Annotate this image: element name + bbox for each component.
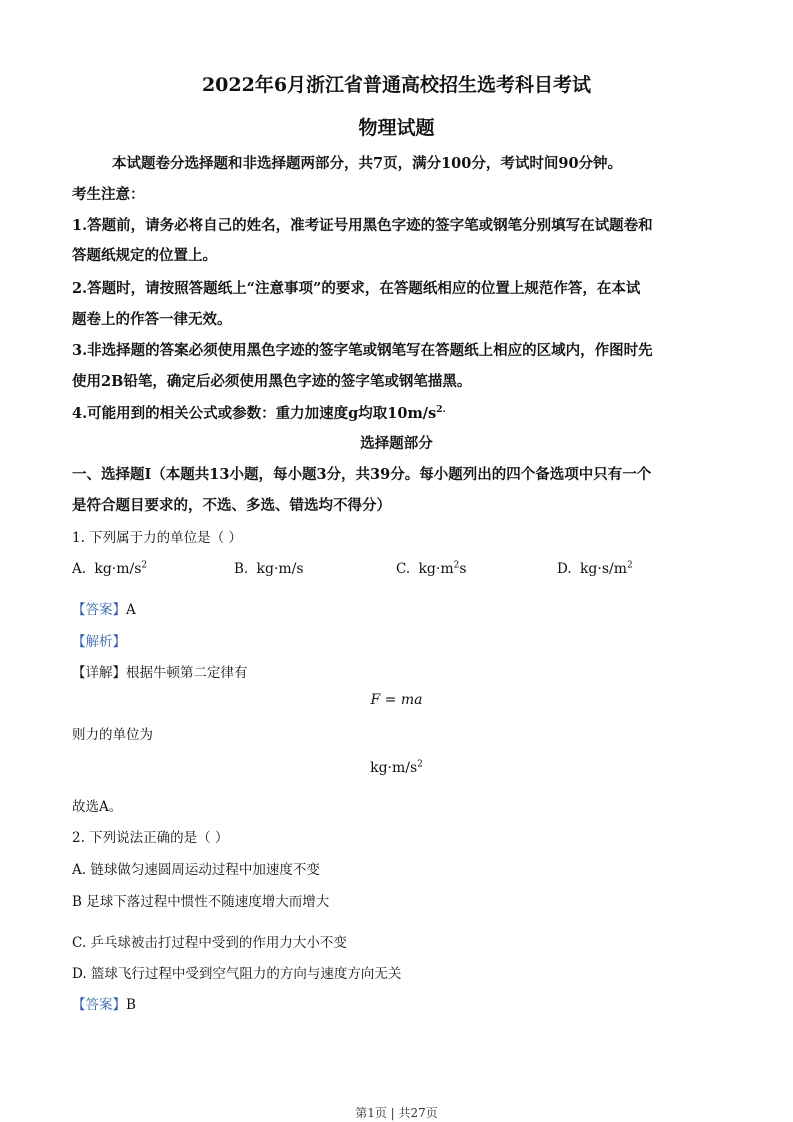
analysis-tag: 【解析】 [72,634,126,650]
note-line: 使用2B铅笔，确定后必须使用黑色字迹的签字笔或钢笔描黑。 [72,373,472,390]
formula: F = ma [370,692,423,708]
note-line: 4.可能用到的相关公式或参数：重力加速度g均取$10m/s^{2.}$ [72,405,446,422]
option-b: B 足球下落过程中惯性不随速度增大而增大 [72,894,330,910]
exam-subject: 物理试题 [358,117,435,139]
option-c: C. 乒乓球被击打过程中受到的作用力大小不变 [72,935,347,951]
option-d: D. 篮球飞行过程中受到空气阻力的方向与速度方向无关 [72,966,402,982]
unit-result: $kg\cdot m/s^2$ [370,759,423,776]
option-a: A. 链球做匀速圆周运动过程中加速度不变 [72,862,320,878]
unit-intro: 则力的单位为 [72,727,153,743]
detail-line: 【详解】根据牛顿第二定律有 [72,665,248,681]
answer-line: 【答案】A [72,602,136,618]
note-line: 3.非选择题的答案必须使用黑色字迹的签字笔或钢笔写在答题纸上相应的区域内，作图时先 [72,342,653,359]
conclusion: 故选A。 [72,799,123,815]
option-a: A. $kg\cdot m/s^2$ [72,560,148,577]
question-2-stem: 2. 下列说法正确的是（ ） [72,830,229,846]
option-b: B. kg·m/s [234,561,304,577]
note-line: 答题纸规定的位置上。 [72,247,217,264]
note-line: 2.答题时，请按照答题纸上“注意事项”的要求，在答题纸相应的位置上规范作答，在本试 [72,280,641,297]
option-d: D. $kg\cdot s/m^2$ [557,560,633,577]
page-footer: 第1页 | 共27页 [355,1106,438,1120]
notice-heading: 考生注意： [72,186,145,203]
note-line: 1.答题前，请务必将自己的姓名，准考证号用黑色字迹的签字笔或钢笔分别填写在试题卷和 [72,217,653,234]
exam-summary: 本试题卷分选择题和非选择题两部分，共7页，满分100分，考试时间90分钟。 [112,155,623,172]
question-1-stem: 1. 下列属于力的单位是（ ） [72,530,242,546]
section-heading: 选择题部分 [360,435,433,452]
section-instruction: 是符合题目要求的，不选、多选、错选均不得分） [72,497,391,514]
answer-line: 【答案】B [72,997,136,1013]
section-instruction: 一、选择题Ⅰ（本题共13小题，每小题3分，共39分。每小题列出的四个备选项中只有一个 [72,466,652,483]
note-line: 题卷上的作答一律无效。 [72,311,232,328]
exam-title: 2022年6月浙江省普通高校招生选考科目考试 [201,74,592,96]
option-c: C. $kg\cdot m^2s$ [396,560,467,577]
